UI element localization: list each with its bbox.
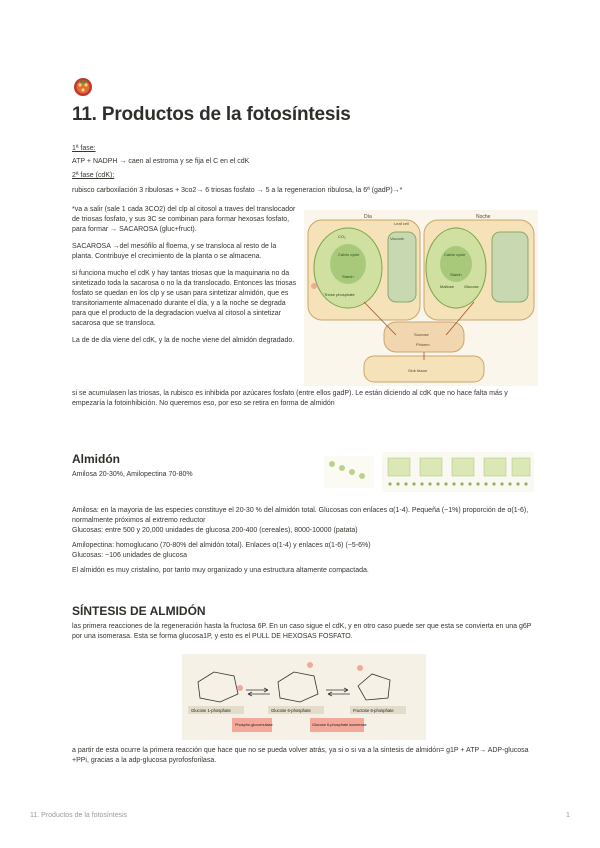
page-title: 11. Productos de la fotosíntesis <box>72 104 351 125</box>
label-calvin-right: Calvin cycle <box>444 252 466 257</box>
label-maltose: Maltose <box>440 284 455 289</box>
tomato-icon <box>72 75 94 97</box>
day-night-cell-figure <box>304 210 538 386</box>
fase2-label: 2ª fase (cdK): <box>72 172 115 179</box>
sintesis-heading: SÍNTESIS DE ALMIDÓN <box>72 604 206 618</box>
footer-title: 11. Productos de la fotosíntesis <box>30 812 128 819</box>
paragraph-translocador: *va a salir (sale 1 cada 3CO2) del clp al citosol a traves del translocador de triosas fosfato, y sus 3C se combinan para formar hexosas fosfato, para formar → SACAROSA (gluc+fruct). <box>72 206 296 233</box>
amilopectina-text-1: Amilopectina: homoglucano (70-80% del almidón total). Enlaces α(1-4) y enlaces α(1-6) (~5-6%) <box>72 542 371 549</box>
label-day: Día <box>364 214 372 220</box>
fase1-label: 1ª fase: <box>72 145 96 152</box>
phosphate-g6p <box>307 662 313 668</box>
fase1-text: ATP + NADPH → caen al estroma y se fija el C en el cdK <box>72 158 250 165</box>
vacuole-day <box>388 232 416 302</box>
paragraph-sacarosa: SACAROSA →del mesófilo al floema, y se transloca al resto de la planta. Contribuye el crecimiento de la planta o se almacena. <box>72 243 277 260</box>
label-f6p: Fructose 6-phosphate <box>353 708 394 713</box>
paragraph-dia-noche: La de de día viene del cdK, y la de noche viene del almidón degradado. <box>72 337 295 344</box>
amilosa-text-2: Glucosas: entre 500 y 20,000 unidades de glucosa 200-400 (cereales), 8000-10000 (patata) <box>72 527 358 534</box>
phloem-cell <box>384 322 464 352</box>
label-night: Noche <box>476 214 491 220</box>
label-co2: CO₂ <box>338 234 346 239</box>
label-triose-p: Triose phosphate <box>324 292 355 297</box>
starch-structure-figure <box>324 450 534 494</box>
sintesis-text: las primera reacciones de la regeneración hasta la fructosa 6P. En un caso sigue el cdK, y en otro caso puede ser que esta se convierta en una g6P por una isomerasa. Esta se forma glucosa1P, y esto es el PULL DE HEXOSAS FOSFATO. <box>72 623 532 640</box>
cristalino-text: El almidón es muy cristalino, por tanto muy organizado y una estructura altamente compactada. <box>72 567 369 574</box>
sintesis-after-text: a partir de esta ocurre la primera reacción que hace que no se pueda volver atrás, ya si o si va a la sintesis de almidón= g1P + ATP→ ADP-glucosa +PPi, gracias a la adp-glucosa pyrofosforilasa. <box>72 747 529 764</box>
label-starch-right: Starch <box>450 272 462 277</box>
label-calvin-left: Calvin cycle <box>338 252 360 257</box>
fase2-text: rubisco carboxilación 3 ribulosas + 3co2→ 6 triosas fosfato → 5 a la regeneracion ribulosa, la 6ª (gadP)→* <box>72 187 403 194</box>
label-sink: Sink tissue <box>408 368 428 373</box>
amilopectina-text-2: Glucosas: ~106 unidades de glucosa <box>72 552 187 559</box>
paragraph-almacen: si funciona mucho el cdK y hay tantas triosas que la maquinaria no da sintetizado toda la sacarosa o no la da translocado. Entonces las triosas fosfato se quedan en los clp y se usan para sintetizar almidón, que es transitoriamente almacenado durante el día, y a la noche se degrada para que el producto de la degradacion vuelva al citosol a sintetizar sacarosa que se transloca. <box>72 270 297 327</box>
hexose-phosphate-figure <box>182 654 426 740</box>
vacuole-night <box>492 232 528 302</box>
label-enzyme-mutase: Phospho-glucomutase <box>235 723 273 727</box>
inhibition-text: si se acumulasen las triosas, la rubisco es inhibida por azúcares fosfato (entre ellos gadP). Le están diciendo al cdK que no hace falta más y empezaría la fotoinhibición. No queremos eso, por eso se retira en forma de almidón <box>72 390 508 407</box>
label-vacuole: Vacuole <box>390 236 405 241</box>
phosphate-g1p <box>237 685 243 691</box>
amilosa-text-1: Amilosa: en la mayoria de las especies constituye el 20-30 % del almidón total. Glucosas con enlaces α(1-4). Pequeña (~1%) proporción de α(1-6), normalmente próximos al extremo reductor <box>72 507 529 524</box>
label-phloem: Phloem <box>416 342 430 347</box>
label-starch-left: Starch <box>342 274 354 279</box>
page-number: 1 <box>566 812 570 819</box>
left-column <box>72 205 298 346</box>
almidon-subtitle: Amilosa 20-30%, Amilopectina 70-80% <box>72 471 193 478</box>
almidon-details <box>72 506 532 576</box>
phosphate-f6p <box>357 665 363 671</box>
label-glucose: Glucose <box>464 284 479 289</box>
label-sucrose: Sucrose <box>414 332 429 337</box>
almidon-heading: Almidón <box>72 452 120 466</box>
label-leaf-cell: Leaf cell <box>394 221 409 226</box>
label-g1p: Glucose 1-phosphate <box>191 708 231 713</box>
label-enzyme-isomerase: Glucose 6-phosphate isomerase <box>312 723 367 727</box>
label-g6p: Glucose 6-phosphate <box>271 708 311 713</box>
